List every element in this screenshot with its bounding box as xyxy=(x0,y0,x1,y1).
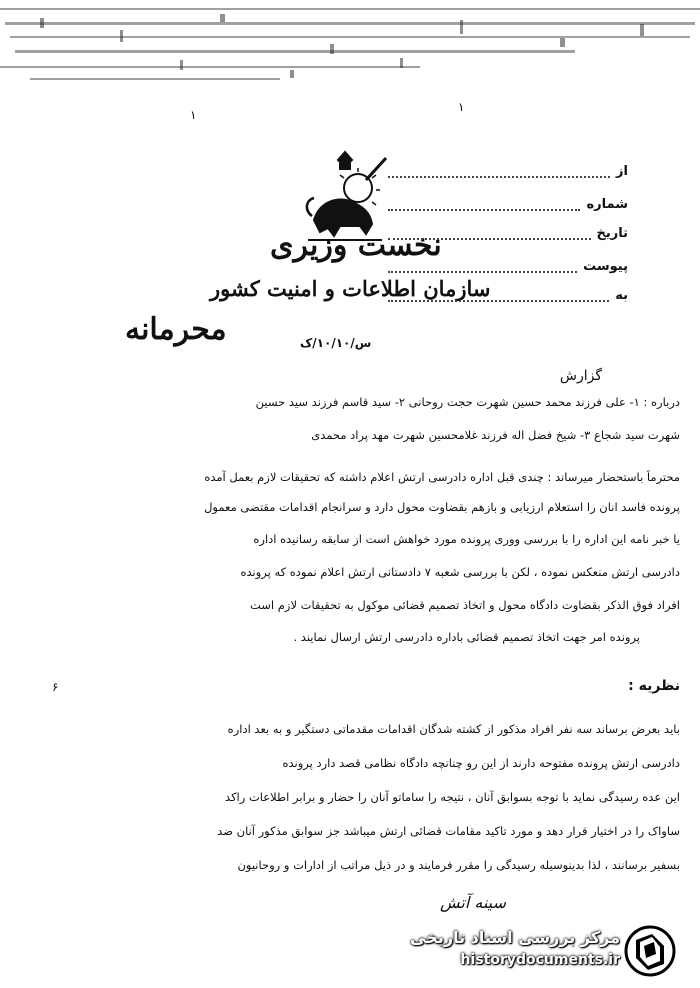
meta-label: تاریخ xyxy=(596,225,628,241)
opinion-line: باید بعرض برساند سه نفر افراد مذکور از کشته شدگان اقدامات مقدماتی دستگیر و به بعد اداره xyxy=(227,722,680,736)
opinion-line: بسفیر برسانند ، لذا بدینوسیله رسیدگی را مقرر فرمایند و در ذیل مراتب از ادارات و روحانیون xyxy=(237,858,680,872)
report-body-line: پرونده امر جهت اتخاذ تصمیم قضائی باداره دادرسی ارتش ارسال نمایند . xyxy=(293,630,640,644)
department-title: نخست وزیری xyxy=(270,228,442,263)
meta-dots xyxy=(388,164,610,178)
book-logo-icon xyxy=(624,924,676,978)
meta-field-date xyxy=(388,222,628,244)
meta-field-number xyxy=(388,193,628,215)
meta-field-to xyxy=(388,284,628,306)
meta-field-from xyxy=(388,160,628,182)
reference-code: س/۱۰/۱۰/ک xyxy=(300,336,372,350)
opinion-line: این عده رسیدگی نماید با توجه بسوابق آنان ، نتیجه را ساماتو آنان را حضار و برابر اطلاعات راکد xyxy=(225,790,680,804)
meta-label: پیوست xyxy=(583,258,628,274)
report-body-line: دادرسی ارتش منعکس نموده ، لکن با بررسی شعبه ۷ دادستانی ارتش اعلام نموده که پرونده xyxy=(240,565,680,579)
scan-mark: ۱ xyxy=(458,100,465,114)
opinion-line: دادرسی ارتش پرونده مفتوحه دارند از این رو چنانچه دادگاه نظامی قصد دارد پرونده xyxy=(282,756,680,770)
signature: سینه آتش xyxy=(440,893,507,912)
classification-label: محرمانه xyxy=(125,312,227,347)
report-body-line: یا خبر نامه این اداره را با بررسی ووری پرونده مورد خواهش است از سابقه رسانیده اداره xyxy=(253,532,680,546)
meta-label: شماره xyxy=(586,196,628,212)
watermark xyxy=(410,922,680,980)
opinion-line: ساواک را در اختیار قرار دهد و مورد تاکید مقامات قضائی ارتش میباشد جز سوابق مذکور آنان ضد xyxy=(217,824,680,838)
meta-label: به xyxy=(615,287,628,303)
organization-title: سازمان اطلاعات و امنیت کشور xyxy=(210,276,491,301)
meta-field-attachment xyxy=(388,255,628,277)
watermark-url: historydocuments.ir xyxy=(460,952,620,968)
report-body-line: محترماً باستحضار میرساند : چندی قبل اداره دادرسی ارتش اعلام داشته که تحقیقات لازم بعمل آمده xyxy=(204,470,680,484)
meta-label: از xyxy=(616,163,628,179)
meta-dots xyxy=(388,226,591,240)
meta-dots xyxy=(388,197,580,211)
scan-mark: ۶ xyxy=(52,680,59,694)
subject-line: درباره : ۱- علی فرزند محمد حسین شهرت حجت روحانی ۲- سید قاسم فرزند سید حسین xyxy=(255,395,680,409)
report-body-line: پرونده فاسد انان را استعلام ارزیابی و بازهم بقضاوت محول دارد و سرانجام اقدامات مقتضی معمول xyxy=(204,500,680,514)
report-body-line: افراد فوق الذکر بقضاوت دادگاه محول و اتخاذ تصمیم قضائی موکول به تحقیقات لازم است xyxy=(250,598,680,612)
report-label: گزارش xyxy=(559,368,602,384)
meta-dots xyxy=(388,288,609,302)
subject-line: شهرت سید شجاع ۳- شیخ فضل اله فرزند غلامحسین شهرت مهد پراد محمدی xyxy=(311,428,680,442)
scan-noise-band xyxy=(0,0,700,95)
opinion-label: نظریه : xyxy=(628,678,680,694)
meta-dots xyxy=(388,259,577,273)
scan-mark: ۱ xyxy=(190,108,197,122)
watermark-title: مرکز بررسی اسناد تاریخی xyxy=(410,928,620,947)
